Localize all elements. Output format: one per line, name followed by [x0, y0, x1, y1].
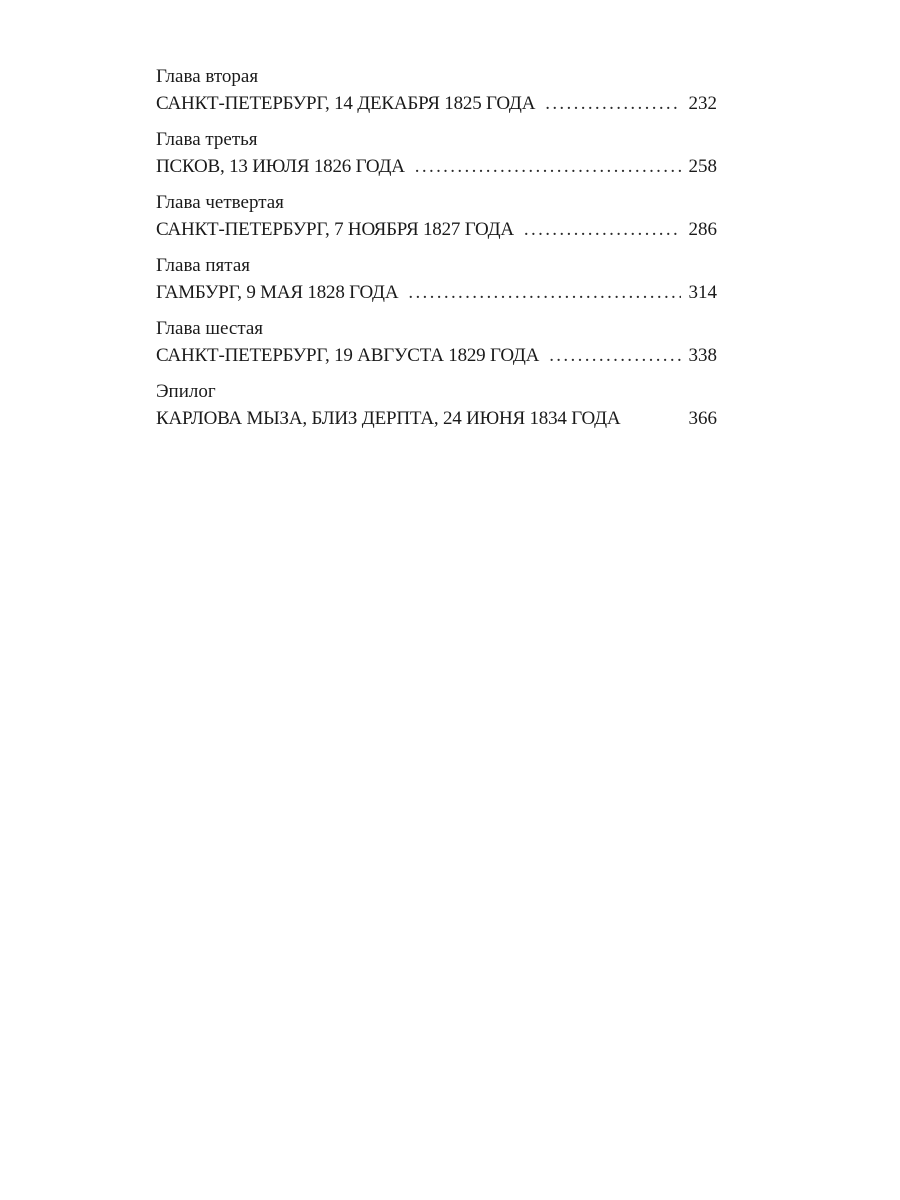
- table-of-contents: [156, 64, 717, 442]
- toc-entry: [156, 316, 717, 370]
- toc-entry: [156, 64, 717, 118]
- toc-entry: [156, 379, 717, 433]
- chapter-title-row: [156, 153, 717, 181]
- chapter-label: Глава третья: [156, 129, 258, 150]
- dot-leader: [415, 153, 681, 181]
- chapter-label: Эпилог: [156, 381, 216, 402]
- chapter-label: Глава пятая: [156, 255, 250, 276]
- page-number: 366: [688, 408, 717, 429]
- toc-entry: [156, 253, 717, 307]
- chapter-title: ГАМБУРГ, 9 МАЯ 1828 ГОДА: [156, 282, 399, 303]
- chapter-title-row: [156, 216, 717, 244]
- page-number: 258: [688, 156, 717, 177]
- toc-entry: [156, 127, 717, 181]
- chapter-title: САНКТ-ПЕТЕРБУРГ, 19 АВГУСТА 1829 ГОДА: [156, 345, 540, 366]
- dot-leader: [524, 216, 681, 244]
- dot-leader: [545, 90, 680, 118]
- chapter-title: САНКТ-ПЕТЕРБУРГ, 7 НОЯБРЯ 1827 ГОДА: [156, 219, 514, 240]
- chapter-title: ПСКОВ, 13 ИЮЛЯ 1826 ГОДА: [156, 156, 405, 177]
- toc-entry: [156, 190, 717, 244]
- chapter-title-row: [156, 90, 717, 118]
- chapter-title: КАРЛОВА МЫЗА, БЛИЗ ДЕРПТА, 24 ИЮНЯ 1834 ГОДА: [156, 408, 621, 429]
- chapter-label: Глава четвертая: [156, 192, 284, 213]
- chapter-label: Глава шестая: [156, 318, 264, 339]
- chapter-title-row: [156, 405, 717, 433]
- dot-leader: [549, 342, 680, 370]
- page-number: 338: [688, 345, 717, 366]
- chapter-title-row: [156, 279, 717, 307]
- page-number: 286: [688, 219, 717, 240]
- chapter-title: САНКТ-ПЕТЕРБУРГ, 14 ДЕКАБРЯ 1825 ГОДА: [156, 93, 536, 114]
- page-number: 232: [688, 93, 717, 114]
- page-number: 314: [688, 282, 717, 303]
- chapter-label: Глава вторая: [156, 66, 259, 87]
- dot-leader: [408, 279, 680, 307]
- chapter-title-row: [156, 342, 717, 370]
